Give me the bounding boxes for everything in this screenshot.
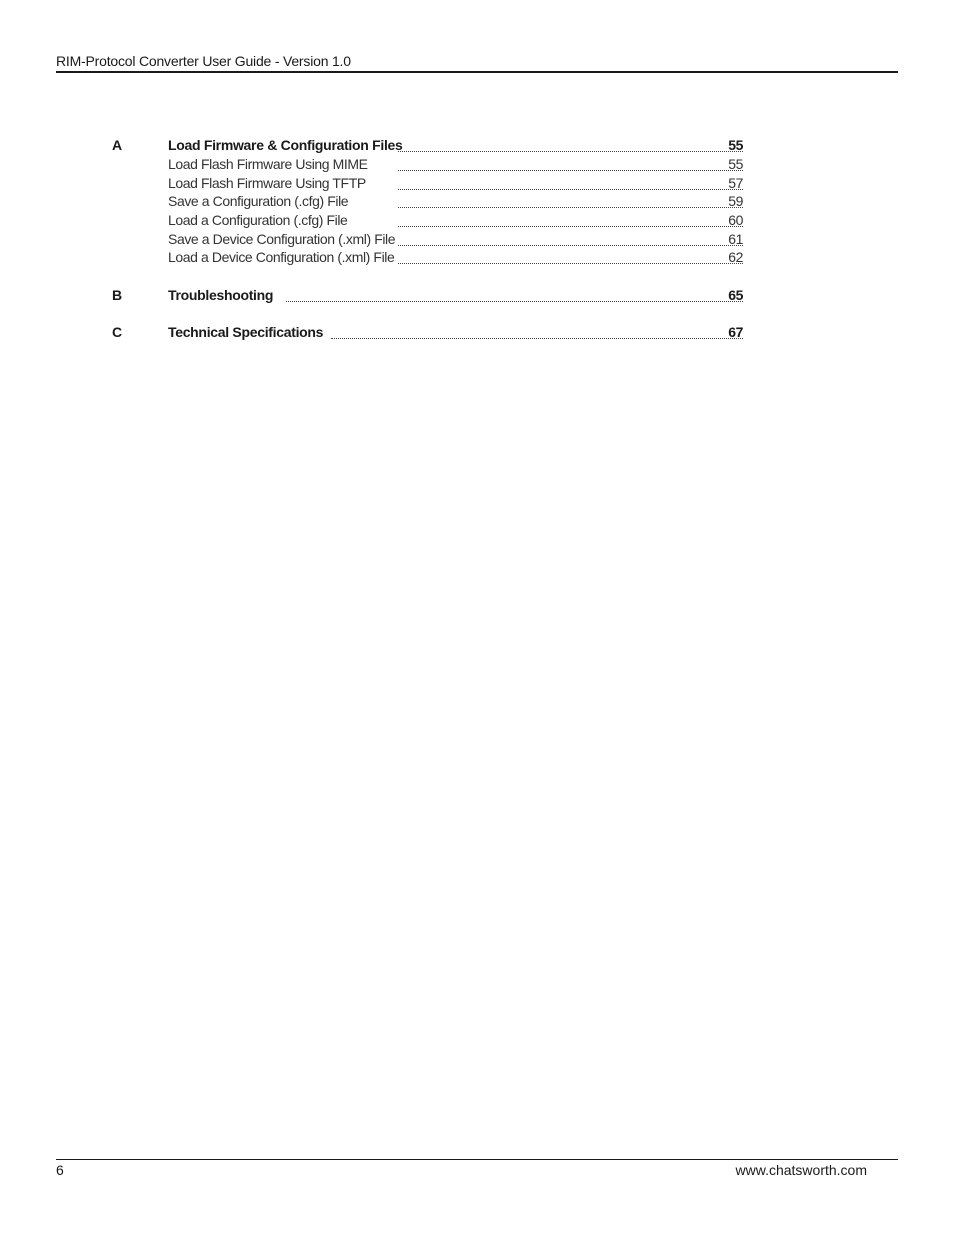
toc-dot-leader <box>286 301 743 302</box>
toc-subentry[interactable] <box>0 175 954 194</box>
footer-rule <box>56 1159 898 1160</box>
toc-entry-title: Load Firmware & Configuration Files <box>168 137 403 153</box>
toc-entry-appendix-a[interactable] <box>0 137 954 156</box>
running-header-title: RIM-Protocol Converter User Guide - Version 1.0 <box>56 53 351 69</box>
toc-subentry[interactable] <box>0 231 954 250</box>
toc-subentry[interactable] <box>0 212 954 231</box>
toc-appendix-letter: A <box>112 137 123 153</box>
header-rule <box>56 71 898 73</box>
toc-appendix-letter: C <box>112 324 123 340</box>
toc-subentry-page: 61 <box>728 231 743 247</box>
toc-dot-leader <box>398 226 743 227</box>
toc-dot-leader <box>398 151 743 152</box>
toc-subentry-title: Save a Configuration (.cfg) File <box>168 193 349 209</box>
toc-entry-title: Technical Specifications <box>168 324 324 340</box>
toc-subentry[interactable] <box>0 249 954 268</box>
toc-subentry-title: Load Flash Firmware Using MIME <box>168 156 368 172</box>
toc-dot-leader <box>398 245 743 246</box>
toc-subentry-page: 55 <box>728 156 743 172</box>
toc-subentry[interactable] <box>0 156 954 175</box>
toc-subentry-title: Load a Configuration (.cfg) File <box>168 212 348 228</box>
toc-subentry-page: 57 <box>728 175 743 191</box>
toc-dot-leader <box>331 338 743 339</box>
toc-subentry-title: Load a Device Configuration (.xml) File <box>168 249 395 265</box>
toc-subentry-page: 60 <box>728 212 743 228</box>
toc-entry-page: 55 <box>728 137 743 153</box>
toc-appendix-letter: B <box>112 287 123 303</box>
toc-subentry-page: 59 <box>728 193 743 209</box>
toc-dot-leader <box>398 207 743 208</box>
toc-subentry-page: 62 <box>728 249 743 265</box>
toc-entry-page: 67 <box>728 324 743 340</box>
toc-entry-page: 65 <box>728 287 743 303</box>
toc-dot-leader <box>398 189 743 190</box>
footer-page-number: 6 <box>56 1162 64 1178</box>
toc-dot-leader <box>398 263 743 264</box>
toc-entry-title: Troubleshooting <box>168 287 274 303</box>
toc-entry-appendix-c[interactable] <box>0 324 954 343</box>
toc-subentry-title: Save a Device Configuration (.xml) File <box>168 231 396 247</box>
footer-website-link[interactable]: www.chatsworth.com <box>735 1162 867 1178</box>
toc-subentry-title: Load Flash Firmware Using TFTP <box>168 175 366 191</box>
toc-entry-appendix-b[interactable] <box>0 287 954 306</box>
toc-subentry[interactable] <box>0 193 954 212</box>
toc-dot-leader <box>398 170 743 171</box>
